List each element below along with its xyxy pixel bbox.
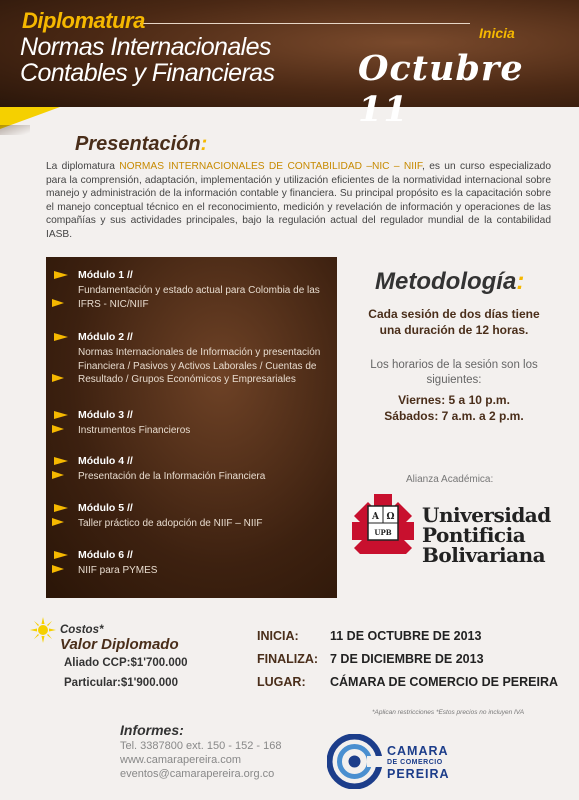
alianza-label: Alianza Académica: [406, 474, 494, 485]
bullet-triangle-icon [54, 504, 68, 512]
program-title-line2: Contables y Financieras [20, 59, 275, 87]
program-label: Diplomatura [22, 8, 145, 33]
upb-name-line: Pontificia [422, 523, 526, 547]
module-desc: Normas Internacionales de Información y presentación Financiera / Pasivos y Activos Laborales / Cuentas de Resultado / Grupos Económicos y Empresariales [78, 347, 321, 385]
inicia-label: Inicia [479, 25, 515, 41]
pres-highlight: NORMAS INTERNACIONALES DE CONTABILIDAD –NIC – NIIF [119, 161, 423, 172]
info-value: CÁMARA DE COMERCIO DE PEREIRA [330, 675, 559, 689]
info-label: FINALIZA: [257, 652, 319, 666]
valor-title: Valor Diplomado [60, 636, 179, 653]
modules-panel [46, 257, 337, 598]
info-label: LUGAR: [257, 675, 306, 689]
price-aliado: Aliado CCP:$1'700.000 [64, 657, 188, 669]
schedule-viernes: Viernes: 5 a 10 p.m. [398, 393, 510, 407]
program-title-line1: Normas Internacionales [20, 33, 271, 61]
sun-icon [30, 617, 56, 643]
module-title: Módulo 6 // [78, 549, 133, 561]
heading-colon: : [200, 133, 208, 155]
ccp-name-line3: PEREIRA [387, 767, 450, 781]
header-divider [140, 23, 470, 24]
bullet-triangle-icon [54, 271, 68, 279]
upb-name [422, 505, 551, 565]
module-title: Módulo 3 // [78, 409, 133, 421]
ccp-logo-icon [327, 734, 382, 789]
module-title: Módulo 5 // [78, 502, 133, 514]
info-value: 11 DE OCTUBRE DE 2013 [330, 629, 482, 643]
schedule-intro [349, 358, 559, 388]
bullet-triangle-icon [54, 551, 68, 559]
module-desc: Fundamentación y estado actual para Colombia de las IFRS - NIC/NIIF [78, 285, 320, 310]
bullet-triangle-icon [52, 374, 64, 382]
module-desc: NIIF para PYMES [78, 565, 158, 576]
presentacion-heading [75, 133, 207, 156]
shield-omega: Ω [386, 512, 395, 522]
header-banner [0, 0, 579, 130]
module-desc: Instrumentos Financieros [78, 425, 191, 436]
module-title: Módulo 4 // [78, 455, 133, 467]
schedule-times [349, 392, 559, 424]
bullet-triangle-icon [52, 471, 64, 479]
price-particular: Particular:$1'900.000 [64, 677, 178, 689]
info-value: 7 DE DICIEMBRE DE 2013 [330, 652, 484, 666]
shield-alpha: A [372, 512, 379, 522]
pres-body: , es un curso especializado para la comprensión, adaptación, implementación y utilización eficientes de la normatividad internacional sobre manejo y administración de la información contable y financiera. Su principal propósito es la capacitación sobre el manejo conceptual técnico en el reconocimiento, medición y revelación de información y operaciones de las compañías y sus actividades principales, bajo la regulación actual del regulador mundial de la contabilidad IASB. [46, 161, 551, 240]
bullet-triangle-icon [52, 518, 64, 526]
informes-heading: Informes: [120, 722, 184, 738]
bullet-triangle-icon [54, 333, 68, 341]
bullet-triangle-icon [54, 457, 68, 465]
ccp-name-line2: DE COMERCIO [387, 759, 443, 766]
start-date: Octubre 11 [358, 48, 524, 130]
informes-tel: Tel. 3387800 ext. 150 - 152 - 168 [120, 740, 282, 752]
pres-intro: La diplomatura [46, 161, 120, 172]
presentacion-paragraph [46, 160, 551, 241]
bullet-triangle-icon [52, 425, 64, 433]
session-duration [349, 306, 559, 338]
metodologia-heading-text: Metodología [375, 268, 517, 295]
upb-shield-logo [352, 492, 414, 554]
session-line: Cada sesión de dos días tiene [368, 307, 540, 321]
informes-email[interactable]: eventos@camarapereira.org.co [120, 768, 275, 780]
metodologia-heading [375, 268, 524, 296]
schedule-line: siguientes: [426, 374, 482, 386]
module-desc: Presentación de la Información Financiera [78, 471, 266, 482]
shield-upb: UPB [374, 528, 392, 537]
presentacion-heading-text: Presentación [75, 133, 201, 155]
informes-web[interactable]: www.camarapereira.com [120, 754, 242, 766]
program-title [20, 34, 274, 86]
ccp-name-line1: CAMARA [387, 744, 449, 758]
bullet-triangle-icon [52, 565, 64, 573]
heading-colon: : [516, 268, 525, 295]
schedule-sabados: Sábados: 7 a.m. a 2 p.m. [384, 409, 524, 423]
module-title: Módulo 2 // [78, 331, 133, 343]
shadow-stripe [0, 125, 30, 135]
module-title: Módulo 1 // [78, 269, 133, 281]
bullet-triangle-icon [52, 299, 64, 307]
upb-name-line: Universidad [422, 503, 551, 527]
session-line: una duración de 12 horas. [379, 323, 529, 337]
upb-name-line: Bolivariana [422, 543, 546, 567]
info-label: INICIA: [257, 629, 299, 643]
schedule-line: Los horarios de la sesión son los [370, 359, 538, 371]
restrictions-note: *Aplican restricciones *Estos precios no incluyen IVA [372, 709, 525, 716]
module-desc: Taller práctico de adopción de NIIF – NIIF [78, 518, 263, 529]
bullet-triangle-icon [54, 411, 68, 419]
costos-label: Costos* [60, 624, 104, 636]
